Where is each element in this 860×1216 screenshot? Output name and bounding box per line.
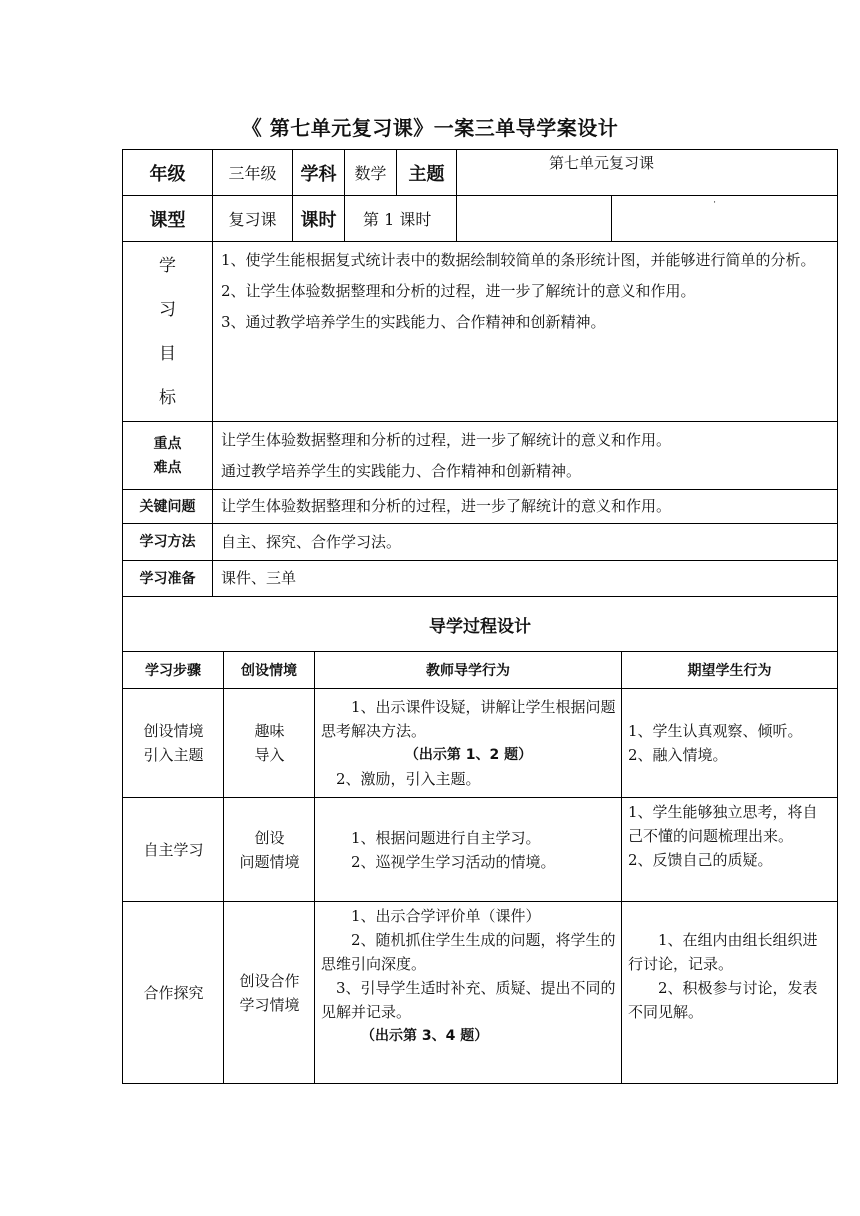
info-table bbox=[122, 149, 838, 597]
row1-teacher-line-2: （出示第 1、2 题） bbox=[404, 747, 533, 763]
goals-label-char-3: 目 bbox=[159, 343, 176, 364]
goals-label-char-4: 标 bbox=[159, 387, 176, 408]
row3-student bbox=[622, 902, 838, 1084]
row2-step bbox=[123, 798, 224, 902]
row1-student bbox=[622, 689, 838, 798]
focus-content bbox=[213, 422, 838, 490]
goal-item-2: 2、让学生体验数据整理和分析的过程，进一步了解统计的意义和作用。 bbox=[221, 282, 696, 300]
header-context: 创设情境 bbox=[224, 652, 315, 689]
row1-teacher-line-3: 2、激励，引入主题。 bbox=[336, 770, 481, 788]
row1-teacher bbox=[315, 689, 622, 798]
row3-teacher-line-1: 1、出示合学评价单（课件） bbox=[351, 907, 541, 925]
focus-line-2: 通过教学培养学生的实践能力、合作精神和创新精神。 bbox=[221, 461, 582, 480]
row2-student-line-1: 1、学生能够独立思考，将自己不懂的问题梳理出来。 bbox=[628, 803, 818, 845]
row1-context-line-2: 导入 bbox=[254, 746, 285, 764]
goals-content bbox=[213, 242, 838, 422]
lesson-type-value: 复习课 bbox=[213, 196, 293, 242]
topic-label: 主题 bbox=[397, 150, 457, 196]
row2-context bbox=[224, 798, 315, 902]
row3-teacher-line-3: 3、引导学生适时补充、质疑、提出不同的见解并记录。 bbox=[321, 979, 616, 1021]
goals-label-char-2: 习 bbox=[159, 299, 176, 320]
row2-teacher-line-1: 1、根据问题进行自主学习。 bbox=[351, 828, 541, 847]
stray-mark: · bbox=[713, 198, 716, 208]
process-table bbox=[122, 596, 838, 1084]
table-row bbox=[123, 902, 838, 1084]
row3-context bbox=[224, 902, 315, 1084]
row3-teacher-line-4: （出示第 3、4 题） bbox=[361, 1028, 489, 1044]
prep-label: 学习准备 bbox=[123, 561, 213, 597]
row3-student-line-2: 2、积极参与讨论，发表不同见解。 bbox=[628, 979, 818, 1021]
focus-line-1: 让学生体验数据整理和分析的过程，进一步了解统计的意义和作用。 bbox=[221, 430, 672, 449]
row1-context-line-1: 趣味 bbox=[254, 722, 285, 740]
table-row bbox=[123, 689, 838, 798]
topic-value-cell bbox=[457, 150, 838, 196]
key-question-text: 让学生体验数据整理和分析的过程，进一步了解统计的意义和作用。 bbox=[213, 490, 838, 524]
method-label: 学习方法 bbox=[123, 524, 213, 561]
focus-label-line-2: 难点 bbox=[153, 459, 182, 476]
row3-step-line-1: 合作探究 bbox=[143, 983, 204, 1002]
header-step: 学习步骤 bbox=[123, 652, 224, 689]
row2-context-line-2: 问题情境 bbox=[239, 852, 300, 871]
row2-teacher-line-2: 2、巡视学生学习活动的情境。 bbox=[351, 852, 556, 871]
period-label: 课时 bbox=[293, 196, 345, 242]
header-teacher: 教师导学行为 bbox=[315, 652, 622, 689]
focus-label-line-1: 重点 bbox=[153, 435, 182, 452]
row1-context bbox=[224, 689, 315, 798]
row3-teacher-line-2: 2、随机抓住学生生成的问题，将学生的思维引向深度。 bbox=[321, 931, 616, 973]
subject-value: 数学 bbox=[345, 150, 397, 196]
row3-step bbox=[123, 902, 224, 1084]
table-row bbox=[123, 798, 838, 902]
goal-item-3: 3、通过教学培养学生的实践能力、合作精神和创新精神。 bbox=[221, 313, 606, 331]
document-title: 《 第七单元复习课》一案三单导学案设计 bbox=[241, 116, 619, 140]
row2-student-line-2: 2、反馈自己的质疑。 bbox=[628, 851, 773, 869]
grade-value: 三年级 bbox=[213, 150, 293, 196]
row3-student-line-1: 1、在组内由组长组织进行讨论，记录。 bbox=[628, 931, 818, 973]
row1-teacher-line-1: 1、出示课件设疑，讲解让学生根据问题思考解决方法。 bbox=[321, 698, 616, 740]
row1-student-line-2: 2、融入情境。 bbox=[628, 746, 728, 764]
grade-label: 年级 bbox=[123, 150, 213, 196]
row2-context-line-1: 创设 bbox=[254, 828, 285, 847]
focus-label bbox=[123, 422, 213, 490]
stray-mark-cell bbox=[612, 196, 838, 242]
goal-item-1: 1、使学生能根据复式统计表中的数据绘制较简单的条形统计图，并能够进行简单的分析。 bbox=[221, 251, 816, 269]
row1-step-line-1: 创设情境 bbox=[143, 722, 204, 740]
key-question-label: 关键问题 bbox=[123, 490, 213, 524]
row2-teacher bbox=[315, 798, 622, 902]
goals-label bbox=[123, 242, 213, 422]
topic-value: 第七单元复习课 bbox=[549, 154, 655, 172]
method-text: 自主、探究、合作学习法。 bbox=[213, 524, 838, 561]
period-value: 第 1 课时 bbox=[345, 196, 457, 242]
row3-teacher bbox=[315, 902, 622, 1084]
row1-step bbox=[123, 689, 224, 798]
process-title: 导学过程设计 bbox=[123, 597, 838, 652]
lesson-type-label: 课型 bbox=[123, 196, 213, 242]
row3-context-line-1: 创设合作 bbox=[239, 971, 300, 990]
row1-step-line-2: 引入主题 bbox=[143, 746, 204, 764]
goals-label-char-1: 学 bbox=[159, 255, 176, 276]
row3-context-line-2: 学习情境 bbox=[239, 995, 300, 1014]
prep-text: 课件、三单 bbox=[213, 561, 838, 597]
row2-step-line-1: 自主学习 bbox=[143, 840, 204, 859]
row1-student-line-1: 1、学生认真观察、倾听。 bbox=[628, 722, 803, 740]
subject-label: 学科 bbox=[293, 150, 345, 196]
row2-student bbox=[622, 798, 838, 902]
blank-cell bbox=[457, 196, 612, 242]
header-student: 期望学生行为 bbox=[622, 652, 838, 689]
